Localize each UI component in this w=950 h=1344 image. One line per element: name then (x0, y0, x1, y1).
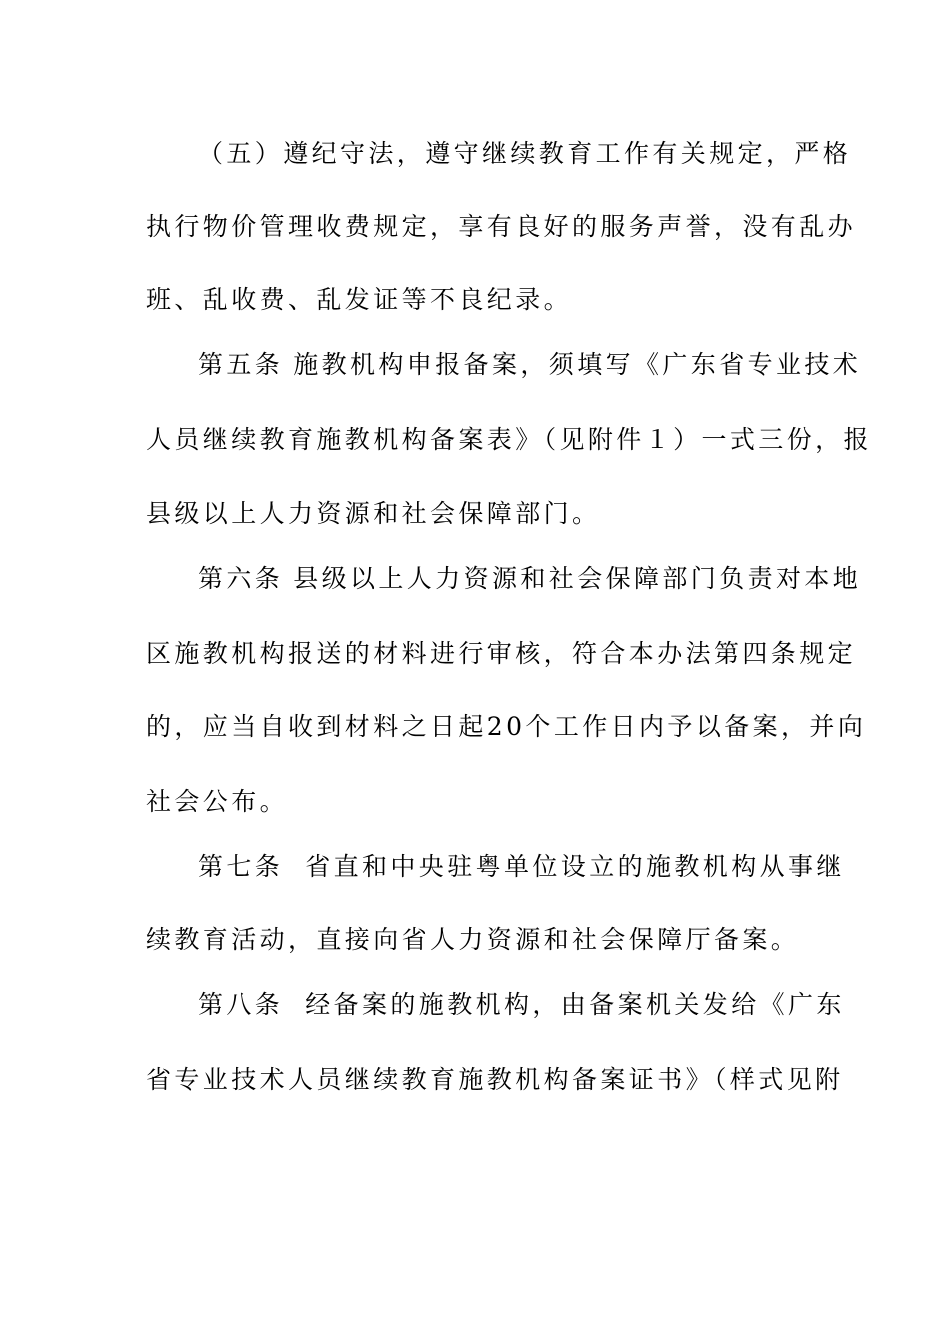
article-8-line-2: 省专业技术人员继续教育施教机构备案证书》（样式见附 (146, 1065, 844, 1094)
article-8-heading: 第八条 (198, 990, 284, 1019)
article-6-text: 县级以上人力资源和社会保障部门负责对本地 (293, 564, 862, 593)
article-5-line-2: 人员继续教育施教机构备案表》（见附件１）一式三份，报 (146, 425, 872, 454)
article-6-line-1 (198, 562, 862, 596)
article-5-text: 施教机构申报备案，须填写《广东省专业技术 (293, 350, 862, 379)
article-5-heading: 第五条 (198, 350, 284, 379)
article-7-line-2: 续教育活动，直接向省人力资源和社会保障厅备案。 (146, 925, 800, 954)
article-5-line-1 (198, 348, 862, 382)
paragraph-5-line-3: 班、乱收费、乱发证等不良纪录。 (146, 285, 573, 314)
article-6-line-4: 社会公布。 (146, 787, 289, 816)
article-7-heading: 第七条 (198, 852, 284, 881)
paragraph-5-line-1: （五）遵纪守法，遵守继续教育工作有关规定，严格 (198, 139, 852, 168)
article-6-heading: 第六条 (198, 564, 284, 593)
paragraph-5-line-2: 执行物价管理收费规定，享有良好的服务声誉，没有乱办 (146, 212, 857, 241)
article-8-text: 经备案的施教机构，由备案机关发给《广东 (305, 990, 845, 1019)
article-7-line-1 (198, 850, 845, 884)
article-7-text: 省直和中央驻粤单位设立的施教机构从事继 (305, 852, 845, 881)
article-5-line-3: 县级以上人力资源和社会保障部门。 (146, 499, 601, 528)
article-8-line-1 (198, 988, 845, 1022)
article-6-line-2: 区施教机构报送的材料进行审核，符合本办法第四条规定 (146, 639, 857, 668)
article-6-line-3: 的，应当自收到材料之日起20个工作日内予以备案，并向 (146, 712, 867, 741)
